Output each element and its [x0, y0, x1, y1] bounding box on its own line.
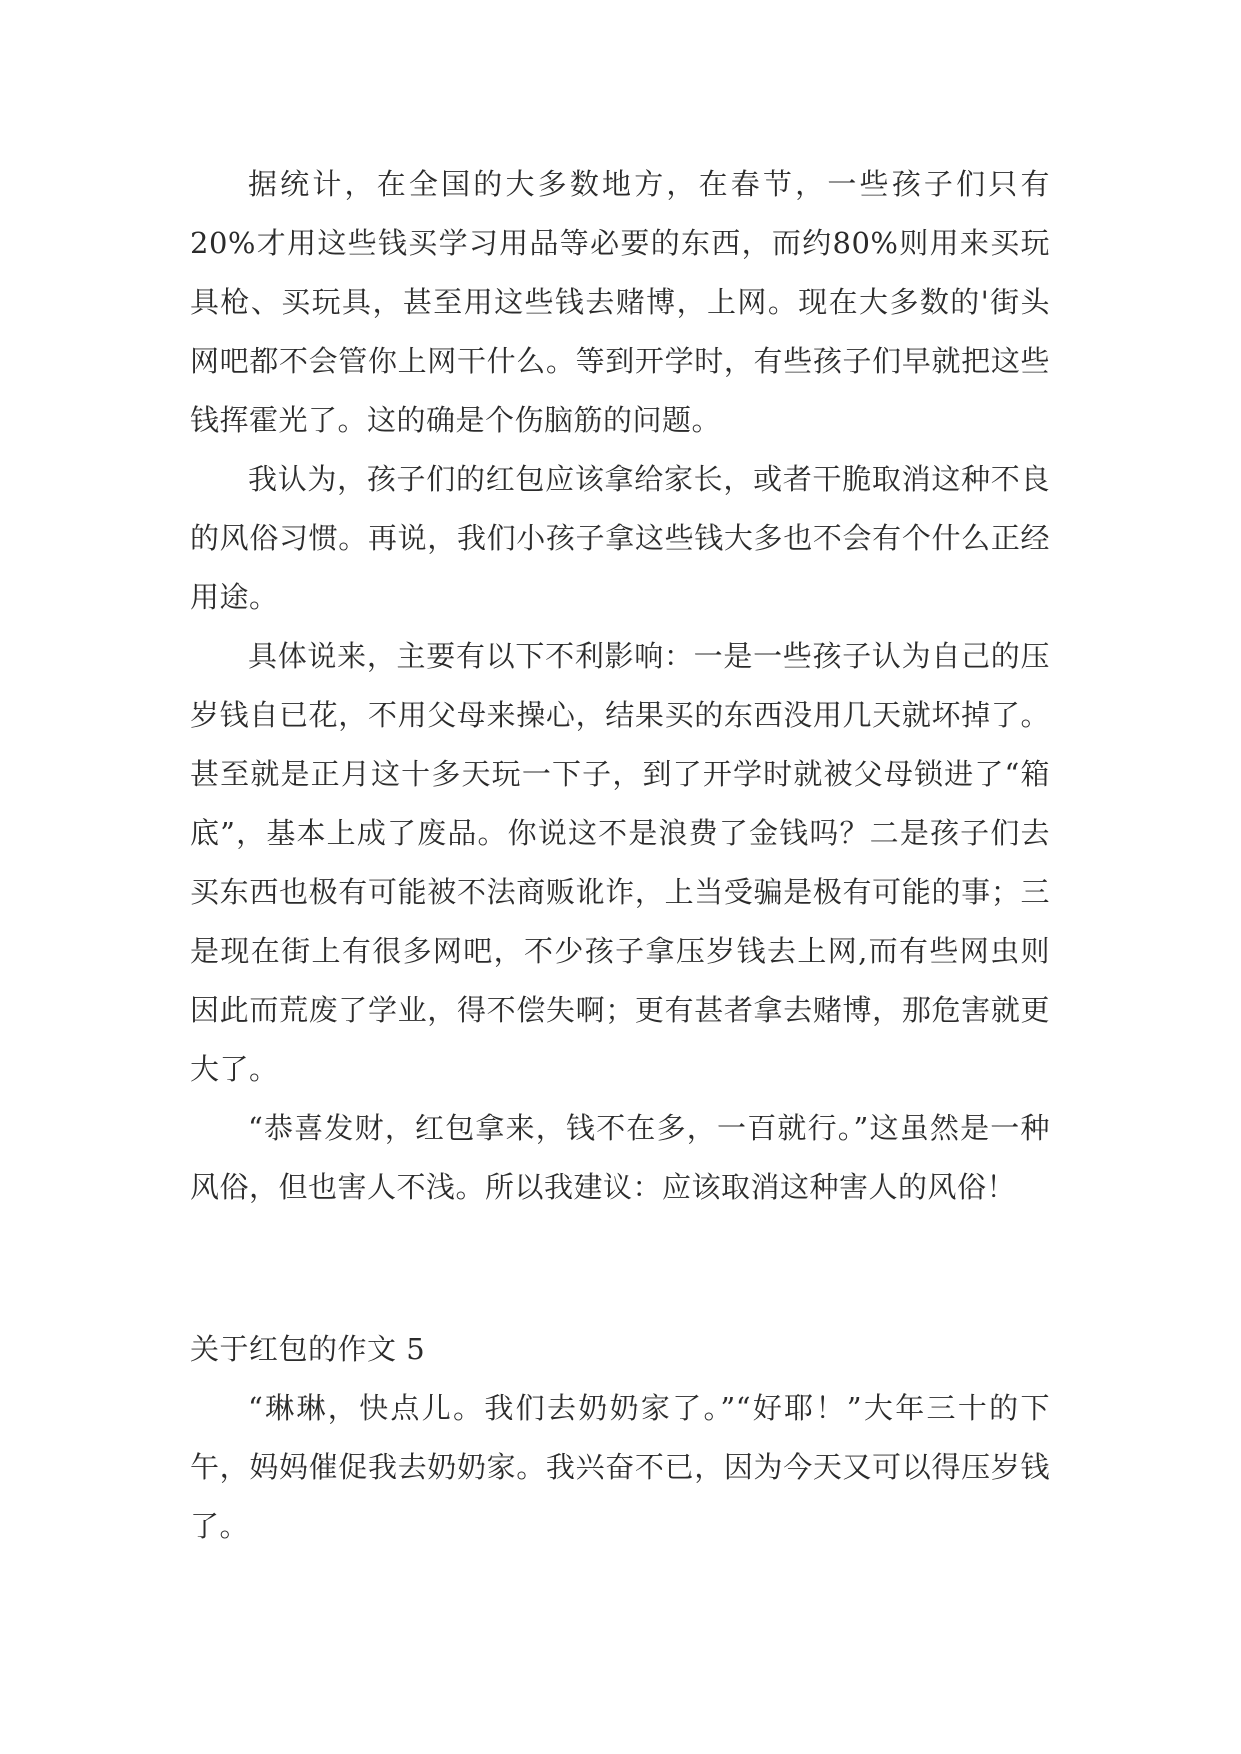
- section-heading: 关于红包的作文 5: [190, 1332, 426, 1366]
- paragraph-conclusion: “恭喜发财，红包拿来，钱不在多，一百就行。”这虽然是一种风俗，但也害人不浅。所以我建议：应该取消这种害人的风俗！: [190, 1111, 1050, 1204]
- essay-body-part2: [190, 1320, 1050, 1556]
- paragraph-effects: 具体说来，主要有以下不利影响：一是一些孩子认为自己的压岁钱自已花，不用父母来操心，结果买的东西没用几天就坏掉了。甚至就是正月这十多天玩一下子，到了开学时就被父母锁进了“箱底”，基本上成了废品。你说这不是浪费了金钱吗？二是孩子们去买东西也极有可能被不法商贩讹诈，上当受骗是极有可能的事；三是现在街上有很多网吧，不少孩子拿压岁钱去上网,而有些网虫则因此而荒废了学业，得不偿失啊；更有甚者拿去赌博，那危害就更大了。: [190, 639, 1050, 1086]
- essay-body-part1: [190, 155, 1050, 1217]
- paragraph-opinion: 我认为，孩子们的红包应该拿给家长，或者干脆取消这种不良的风俗习惯。再说，我们小孩子拿这些钱大多也不会有个什么正经用途。: [190, 462, 1050, 614]
- paragraph-statistics: 据统计，在全国的大多数地方，在春节，一些孩子们只有20%才用这些钱买学习用品等必要的东西，而约80%则用来买玩具枪、买玩具，甚至用这些钱去赌博，上网。现在大多数的'街头网吧都不会管你上网干什么。等到开学时，有些孩子们早就把这些钱挥霍光了。这的确是个伤脑筋的问题。: [190, 167, 1050, 437]
- paragraph-essay5-opening: “琳琳，快点儿。我们去奶奶家了。”“好耶！”大年三十的下午，妈妈催促我去奶奶家。我兴奋不已，因为今天又可以得压岁钱了。: [190, 1391, 1050, 1543]
